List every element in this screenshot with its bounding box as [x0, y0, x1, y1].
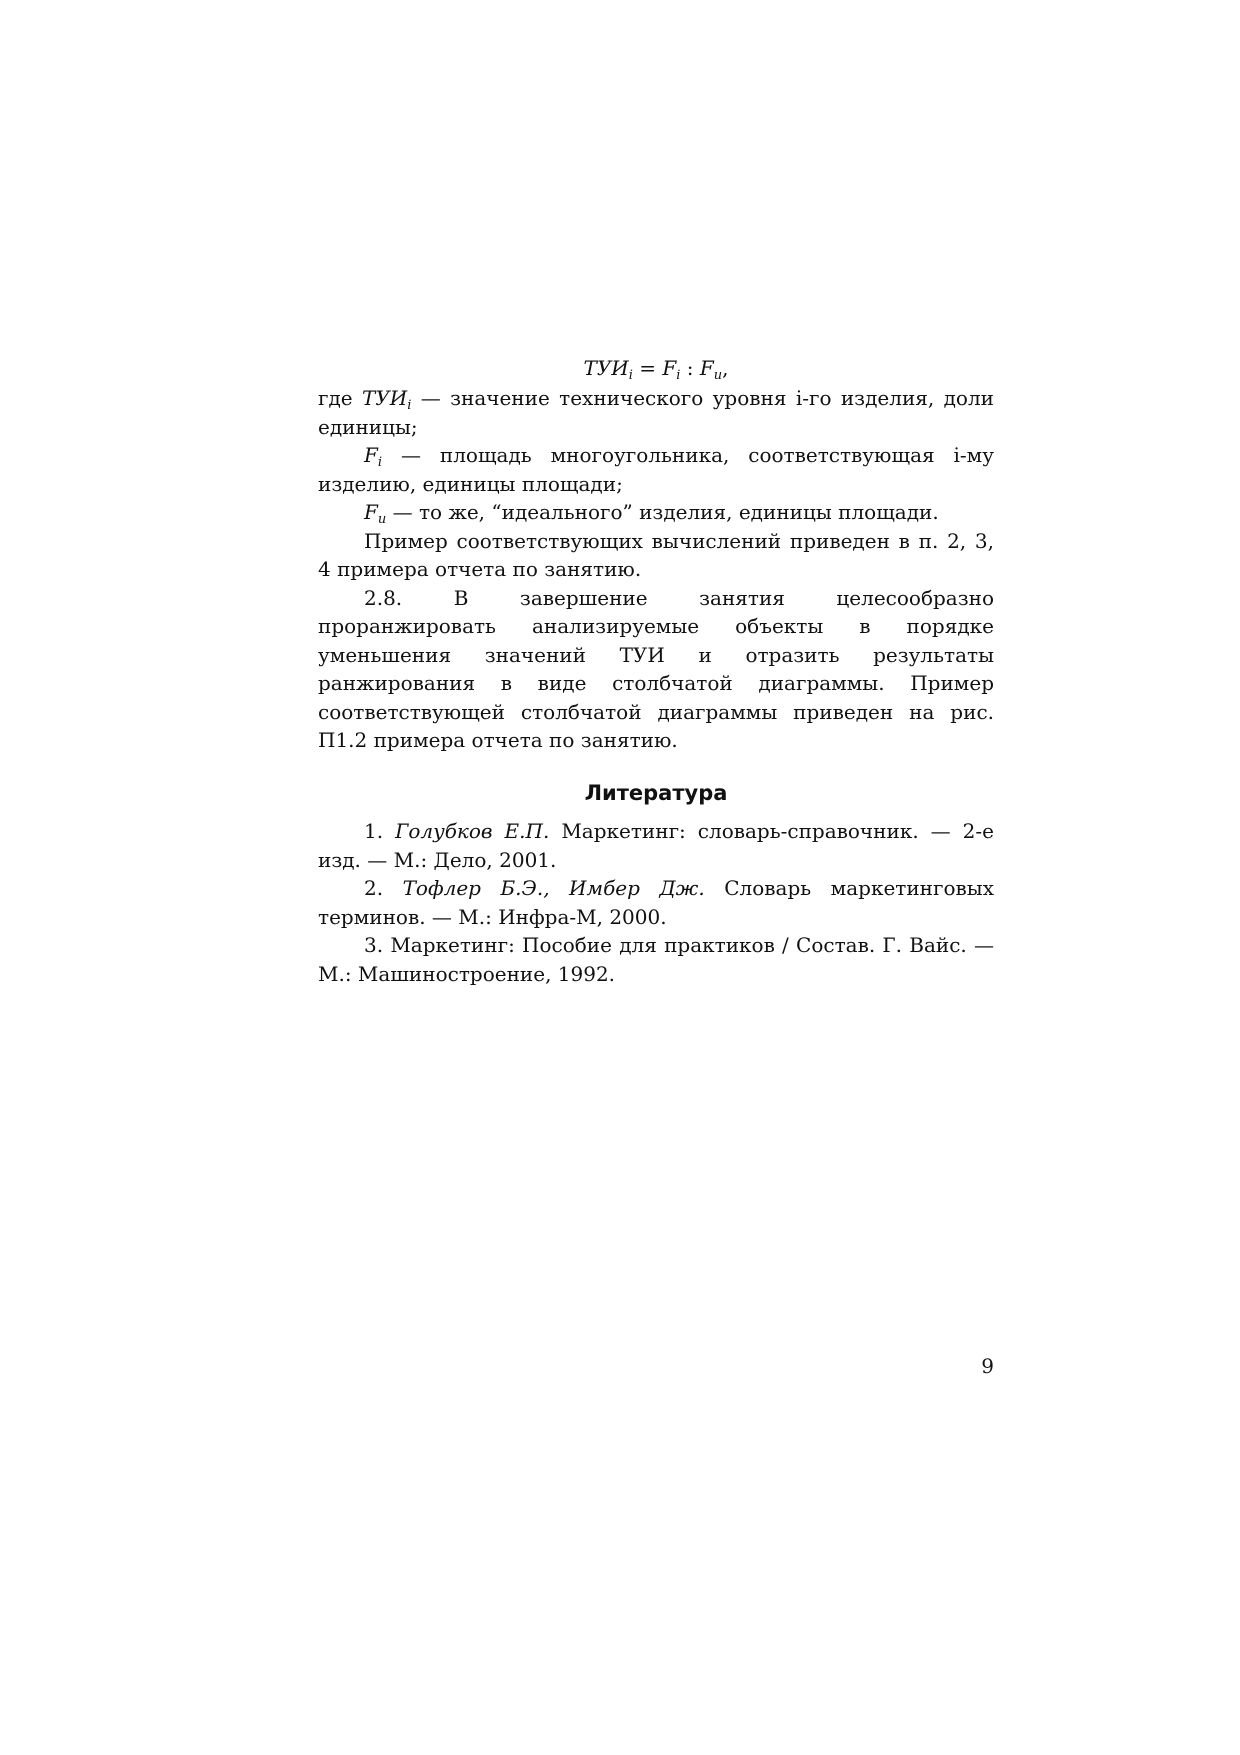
formula-equals: =	[632, 356, 663, 380]
definition-text: — то же, “идеального” изделия, единицы площади.	[386, 500, 939, 524]
formula	[318, 354, 994, 382]
definition-symbol: F	[364, 443, 378, 467]
literature-item-number: 2.	[364, 876, 403, 900]
definition-text: — площадь многоугольника, соответствующая i-му изделию, единицы площади;	[318, 443, 994, 496]
paragraph-example: Пример соответствующих вычислений приведен в п. 2, 3, 4 примера отчета по занятию.	[318, 528, 994, 581]
definition-fi	[318, 441, 994, 498]
definition-sub: u	[377, 512, 387, 527]
definition-sub: i	[377, 455, 383, 470]
definition-text: — значение технического уровня i-го изделия, доли единицы;	[318, 386, 994, 439]
page-body	[318, 354, 994, 988]
literature-item	[318, 931, 994, 988]
literature-item-authors: Голубков Е.П.	[395, 819, 550, 843]
formula-f2-sub: u	[713, 368, 723, 383]
literature-item-rest: Маркетинг: словарь-справочник. — 2-е изд. — М.: Дело, 2001.	[318, 819, 994, 872]
formula-f2: F	[699, 356, 714, 380]
literature-item	[318, 817, 994, 874]
definition-fu	[318, 498, 994, 527]
formula-lhs: ТУИ	[583, 356, 629, 380]
definition-tui	[318, 384, 994, 441]
formula-end: ,	[722, 356, 729, 380]
definition-sub: i	[407, 398, 412, 413]
formula-f1-sub: i	[676, 368, 681, 383]
page-number: 9	[981, 1354, 994, 1378]
literature-item-authors: Тофлер Б.Э., Имбер Дж.	[402, 876, 705, 900]
formula-f1: F	[662, 356, 677, 380]
literature-heading: Литература	[584, 780, 728, 805]
literature-item-number: 3.	[364, 933, 391, 957]
definition-symbol: ТУИ	[361, 386, 408, 410]
formula-colon: :	[680, 356, 700, 380]
definition-symbol: F	[364, 500, 378, 524]
definition-prefix: где	[318, 386, 362, 410]
literature-item-number: 1.	[364, 819, 396, 843]
literature-item-rest: Словарь маркетинговых терминов. — М.: Инфра-М, 2000.	[318, 876, 994, 929]
formula-lhs-sub: i	[628, 368, 633, 383]
literature-item-rest: Маркетинг: Пособие для практиков / Состав. Г. Вайс. — М.: Машиностроение, 1992.	[318, 933, 994, 986]
literature-item	[318, 874, 994, 931]
paragraph-2-8: 2.8. В завершение занятия целесообразно проранжировать анализируемые объекты в порядке уменьшения значений ТУИ и отразить результаты ранжирования в виде столбчатой диаграммы. Пример соответствующей столбчатой диаграммы приведен на рис. П1.2 примера отчета по занятию.	[318, 585, 994, 752]
